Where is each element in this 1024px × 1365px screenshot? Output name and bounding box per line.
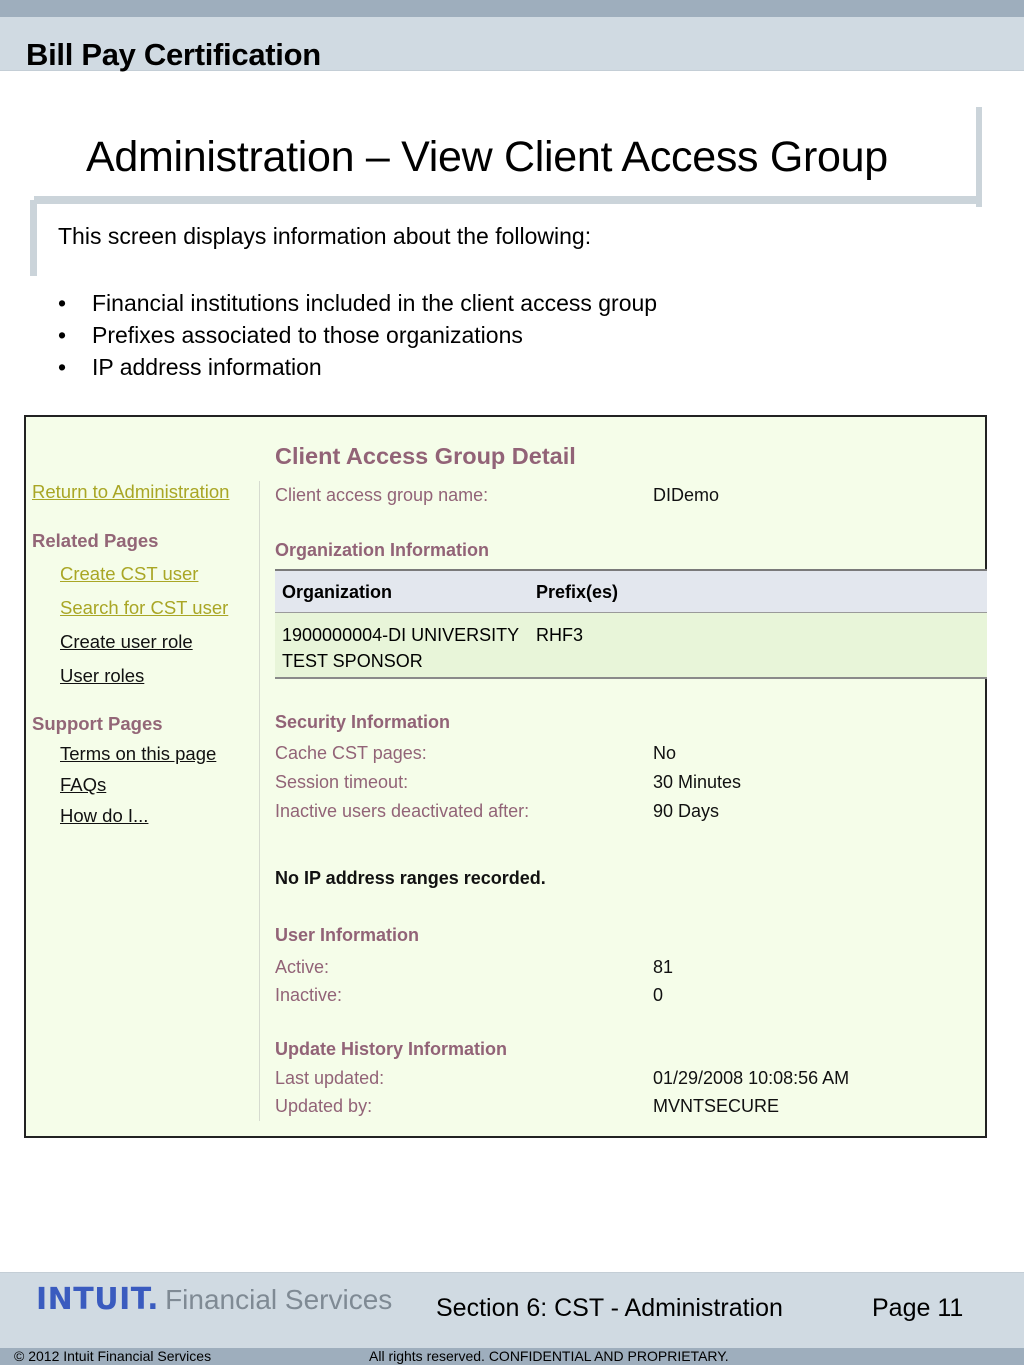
search-cst-user-link[interactable]: Search for CST user [60,597,229,618]
embedded-screenshot [24,415,987,1138]
bullet-item [58,287,657,319]
field-value: 30 Minutes [653,772,742,792]
intro-text: This screen displays information about the following: [58,223,592,249]
create-cst-user-link[interactable]: Create CST user [60,563,199,584]
bullet-item [58,351,657,383]
field-value: MVNTSECURE [653,1096,780,1116]
security-heading: Security Information [275,712,451,732]
update-history-heading: Update History Information [275,1039,508,1059]
nav-divider [259,481,260,1121]
field-label: Session timeout: [275,772,409,792]
organization-line: TEST SPONSOR [282,651,423,671]
field-label: Updated by: [275,1096,373,1116]
organization-table [275,569,987,679]
table-header [275,569,987,613]
intro-frame-border [30,200,37,276]
group-name-label: Client access group name: [275,485,489,505]
intuit-financial-services-logo [36,1282,392,1317]
bullet-list [58,287,657,383]
terms-on-this-page-link[interactable]: Terms on this page [60,743,217,764]
course-title: Bill Pay Certification [26,37,321,72]
field-label: Active: [275,957,330,977]
how-do-i-link[interactable]: How do I... [60,805,149,826]
support-pages-heading: Support Pages [32,713,163,734]
bottom-strip [0,1348,1024,1365]
column-prefixes: Prefix(es) [536,582,619,602]
organization-cell [282,622,532,674]
bullet-text: Financial institutions included in the client access group [92,290,658,316]
group-name-value: DIDemo [653,485,720,505]
header-band [0,17,1024,71]
no-ip-message: No IP address ranges recorded. [275,868,546,888]
detail-title: Client Access Group Detail [275,443,576,469]
field-value: No [653,743,677,763]
left-nav [32,481,229,827]
bullet-icon: • [58,354,67,380]
field-label: Last updated: [275,1068,385,1088]
bullet-text: Prefixes associated to those organizations [92,322,523,348]
copyright-text: © 2012 Intuit Financial Services [14,1348,212,1364]
create-user-role-link[interactable]: Create user role [60,631,193,652]
field-label: Cache CST pages: [275,743,427,763]
logo-tagline: Financial Services [165,1284,393,1315]
related-pages-heading: Related Pages [32,530,159,551]
title-frame-border [34,196,982,204]
rights-text: All rights reserved. CONFIDENTIAL AND PROPRIETARY. [369,1348,729,1364]
section-label: Section 6: CST - Administration [436,1294,783,1322]
page-number: Page 11 [872,1294,964,1322]
organization-line: 1900000004-DI UNIVERSITY [282,625,520,645]
field-value: 90 Days [653,801,720,821]
top-strip [0,0,1024,17]
user-info-heading: User Information [275,925,420,945]
bullet-icon: • [58,290,67,316]
slide-title: Administration – View Client Access Group [86,133,888,181]
field-label: Inactive: [275,985,343,1005]
intuit-wordmark: INTUIT. [36,1282,160,1317]
field-value: 81 [653,957,674,977]
title-frame-border [976,107,982,207]
table-row [275,613,987,679]
bullet-text: IP address information [92,354,322,380]
user-roles-link[interactable]: User roles [60,665,145,686]
return-to-administration-link[interactable]: Return to Administration [32,481,230,502]
field-label: Inactive users deactivated after: [275,801,530,821]
prefix-cell: RHF3 [536,625,584,645]
bullet-item [58,319,657,351]
bullet-icon: • [58,322,67,348]
column-organization: Organization [282,582,393,602]
faqs-link[interactable]: FAQs [60,774,107,795]
organization-heading: Organization Information [275,540,489,560]
field-value: 0 [653,985,664,1005]
field-value: 01/29/2008 10:08:56 AM [653,1068,850,1088]
